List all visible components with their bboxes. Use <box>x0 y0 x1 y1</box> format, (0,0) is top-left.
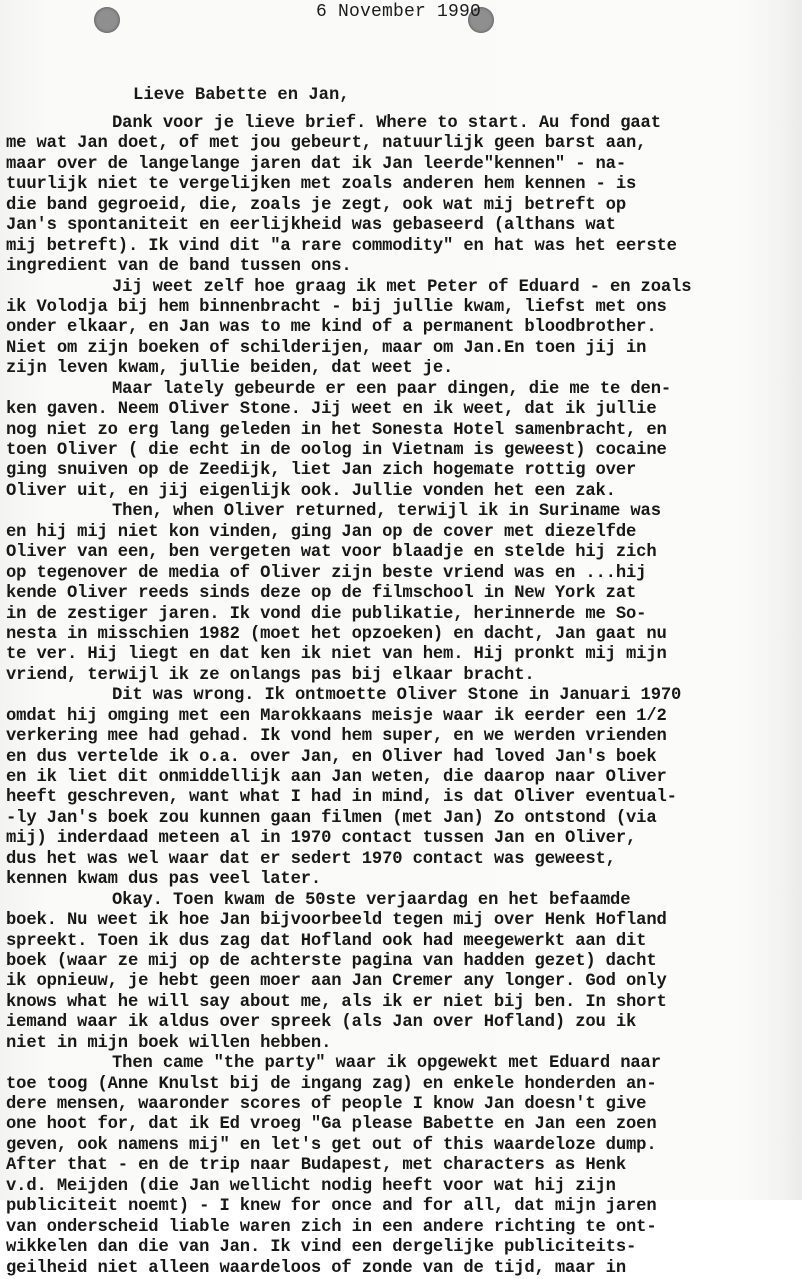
letter-line: tuurlijk niet te vergelijken met zoals anderen hem kennen - is <box>6 175 637 195</box>
letter-line: in de zestiger jaren. Ik vond die publikatie, herinnerde me So- <box>6 604 647 624</box>
letter-line: te ver. Hij liegt en dat ken ik niet van hem. Hij pronkt mij mijn <box>6 645 667 665</box>
letter-line: knows what he will say about me, als ik er niet bij ben. In short <box>6 992 667 1012</box>
letter-line: ken gaven. Neem Oliver Stone. Jij weet en ik weet, dat ik jullie <box>6 400 657 420</box>
letter-line: dus het was wel waar dat er sedert 1970 contact was geweest, <box>6 849 616 869</box>
letter-line: Okay. Toen kwam de 50ste verjaardag en het befaamde <box>112 890 631 910</box>
letter-line: boek. Nu weet ik hoe Jan bijvoorbeeld tegen mij over Henk Hofland <box>6 911 667 931</box>
letter-line: dere mensen, waaronder scores of people I know Jan doesn't give <box>6 1095 647 1114</box>
letter-line: geilheid niet alleen waardeloos of zonde van de tijd, maar in <box>6 1258 627 1278</box>
letter-line: toen Oliver ( die echt in de oolog in Vietnam is geweest) cocaine <box>6 441 667 460</box>
letter-line: van onderscheid liable waren zich in een andere richting te ont- <box>6 1217 657 1237</box>
letter-line: After that - en de trip naar Budapest, met characters as Henk <box>6 1156 627 1176</box>
letter-line: wikkelen dan die van Jan. Ik vind een dergelijke publiciteits- <box>6 1238 637 1258</box>
letter-line: heeft geschreven, want what I had in mind, is dat Oliver eventual- <box>6 788 677 808</box>
letter-line: ik Volodja bij hem binnenbracht - bij jullie kwam, liefst met ons <box>6 297 667 317</box>
letter-line: nog niet zo erg lang geleden in het Sonesta Hotel samenbracht, en <box>6 420 667 440</box>
letter-line: verkering mee had gehad. Ik vond hem super, en we werden vrienden <box>6 727 667 747</box>
letter-line: ik opnieuw, je hebt geen moer aan Jan Cremer any longer. God only <box>6 972 667 992</box>
letter-line: Jij weet zelf hoe graag ik met Peter of Eduard - en zoals <box>112 277 692 297</box>
letter-line: toe toog (Anne Knulst bij de ingang zag) en enkele honderden an- <box>6 1074 657 1094</box>
letter-line: iemand waar ik aldus over spreek (als Jan over Hofland) zou ik <box>6 1013 637 1033</box>
letter-line: mij) inderdaad meteen al in 1970 contact tussen Jan en Oliver, <box>6 829 637 849</box>
letter-line: Dit was wrong. Ik ontmoette Oliver Stone in Januari 1970 <box>112 686 682 706</box>
letter-line: Oliver van een, ben vergeten wat voor blaadje en stelde hij zich <box>6 543 657 563</box>
letter-line: v.d. Meijden (die Jan wellicht nodig heeft voor wat hij zijn <box>6 1176 616 1196</box>
letter-line: en hij mij niet kon vinden, ging Jan op de cover met diezelfde <box>6 522 637 542</box>
punch-hole-left <box>94 7 120 33</box>
letter-line: maar over de langelange jaren dat ik Jan leerde"kennen" - na- <box>6 154 627 174</box>
letter-line: Then came "the party" waar ik opgewekt met Eduard naar <box>112 1054 661 1074</box>
letter-body <box>0 114 802 1279</box>
letter-line: en ik liet dit onmiddellijk aan Jan weten, die daarop naar Oliver <box>6 768 667 787</box>
letter-line: Niet om zijn boeken of schilderijen, maar om Jan.En toen jij in <box>6 338 647 358</box>
letter-line: ging snuiven op de Zeedijk, liet Jan zich hogemate rottig over <box>6 461 637 481</box>
letter-line: niet in mijn boek willen hebben. <box>6 1033 332 1053</box>
letter-line: mij betreft). Ik vind dit "a rare commodity" en hat was het eerste <box>6 236 677 256</box>
letter-line: Jan's spontaniteit en eerlijkheid was gebaseerd (althans wat <box>6 216 616 236</box>
letter-line: op tegenover de media of Oliver zijn beste vriend was en ...hij <box>6 563 647 583</box>
letter-line: Oliver uit, en jij eigenlijk ook. Jullie vonden het een zak. <box>6 481 616 501</box>
letter-line: onder elkaar, en Jan was to me kind of a permanent bloodbrother. <box>6 318 657 338</box>
letter-line: kende Oliver reeds sinds deze op de filmschool in New York zat <box>6 584 637 604</box>
letter-line: -ly Jan's boek zou kunnen gaan filmen (met Jan) Zo ontstond (via <box>6 808 657 828</box>
letter-line: die band gegroeid, die, zoals je zegt, ook wat mij betreft op <box>6 195 627 215</box>
letter-line: omdat hij omging met een Marokkaans meisje waar ik eerder een 1/2 <box>6 706 667 726</box>
letter-salutation: Lieve Babette en Jan, <box>133 86 350 105</box>
letter-line: spreekt. Toen ik dus zag dat Hofland ook had meegewerkt aan dit <box>6 931 647 951</box>
letter-line: one hoot for, dat ik Ed vroeg "Ga please Babette en Jan een zoen <box>6 1115 657 1135</box>
letter-line: vriend, terwijl ik ze onlangs pas bij elkaar bracht. <box>6 665 535 685</box>
letter-line: Then, when Oliver returned, terwijl ik in Suriname was <box>112 502 661 522</box>
letter-line: Dank voor je lieve brief. Where to start. Au fond gaat <box>112 114 661 133</box>
page-edge-shadow <box>784 0 802 1200</box>
letter-line: geven, ook namens mij" en let's get out of this waardeloze dump. <box>6 1135 657 1155</box>
letter-line: en dus vertelde ik o.a. over Jan, en Oliver had loved Jan's boek <box>6 747 657 767</box>
letter-line: boek (waar ze mij op de achterste pagina van hadden gezet) dacht <box>6 951 657 971</box>
letter-line: kennen kwam dus pas veel later. <box>6 870 322 890</box>
letter-line: nesta in misschien 1982 (moet het opzoeken) en dacht, Jan gaat nu <box>6 624 667 644</box>
letter-line: Maar lately gebeurde er een paar dingen, die me te den- <box>112 379 672 399</box>
letter-line: ingredient van de band tussen ons. <box>6 257 352 277</box>
letter-line: zijn leven kwam, jullie beiden, dat weet je. <box>6 359 454 379</box>
letter-line: publiciteit noemt) - I knew for once and for all, dat mijn jaren <box>6 1197 657 1217</box>
letter-date: 6 November 1990 <box>316 2 482 22</box>
letter-line: me wat Jan doet, of met jou gebeurt, natuurlijk geen barst aan, <box>6 134 647 154</box>
